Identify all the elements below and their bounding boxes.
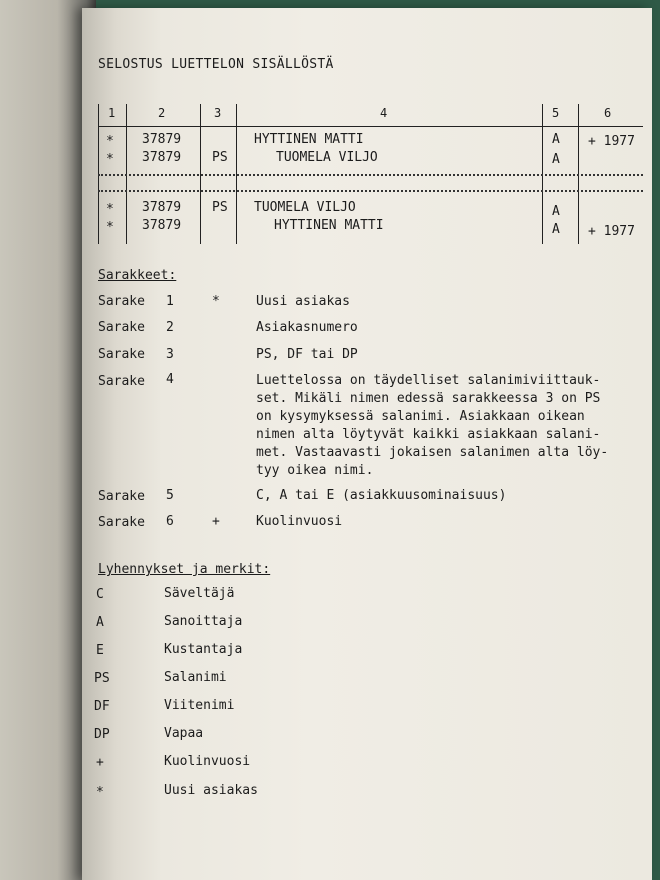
column-symbol: + [212, 514, 220, 529]
abbreviation-meaning: Viitenimi [164, 698, 235, 713]
column-label: Sarake [98, 294, 145, 309]
table-cell-new-marker: * [106, 134, 114, 149]
abbreviation-code: C [96, 587, 104, 602]
abbreviation-meaning: Salanimi [164, 670, 227, 685]
column-label: Sarake [98, 320, 145, 335]
table-cell-new-marker: * [106, 202, 114, 217]
column-number: 1 [166, 294, 174, 309]
table-dotted-rule [98, 190, 643, 192]
table-header: 4 [380, 106, 388, 120]
column-description-line: Luettelossa on täydelliset salanimiviittauk- [256, 373, 601, 388]
column-number: 2 [166, 320, 174, 335]
abbreviation-code: DP [94, 727, 110, 742]
abbreviations-section-title: Lyhennykset ja merkit: [98, 562, 271, 577]
table-cell-name: TUOMELA VILJO [254, 200, 356, 215]
abbreviation-meaning: Vapaa [164, 726, 204, 741]
table-cell-type: PS [212, 200, 228, 215]
table-cell-role: A [552, 132, 560, 147]
page-heading: SELOSTUS LUETTELON SISÄLLÖSTÄ [98, 57, 334, 72]
table-cell-death-year: + 1977 [588, 134, 635, 149]
table-cell-customer-number: 37879 [142, 132, 182, 147]
abbreviation-meaning: Säveltäjä [164, 586, 235, 601]
abbreviation-code: A [96, 615, 104, 630]
column-number: 4 [166, 372, 174, 387]
column-label: Sarake [98, 347, 145, 362]
abbreviation-code: E [96, 643, 104, 658]
abbreviation-meaning: Kuolinvuosi [164, 754, 251, 769]
table-cell-customer-number: 37879 [142, 150, 182, 165]
column-label: Sarake [98, 374, 145, 389]
column-description-line: set. Mikäli nimen edessä sarakkeessa 3 on PS [256, 391, 601, 406]
table-header: 1 [108, 106, 116, 120]
columns-section-title: Sarakkeet: [98, 268, 177, 283]
table-cell-death-year: + 1977 [588, 224, 635, 239]
column-description-line: nimen alta löytyvät kaikki asiakkaan salani- [256, 427, 601, 442]
column-description-line: on kysymyksessä salanimi. Asiakkaan oikean [256, 409, 585, 424]
column-symbol: * [212, 294, 220, 309]
table-header: 6 [604, 106, 612, 120]
column-description: Asiakasnumero [256, 320, 358, 335]
table-dotted-rule [98, 174, 643, 176]
table-cell-name: HYTTINEN MATTI [254, 132, 364, 147]
table-cell-new-marker: * [106, 152, 114, 167]
table-cell-customer-number: 37879 [142, 200, 182, 215]
table-cell-name: HYTTINEN MATTI [274, 218, 384, 233]
column-description: Uusi asiakas [256, 294, 350, 309]
column-label: Sarake [98, 489, 145, 504]
table-header-rule [98, 126, 643, 127]
abbreviation-meaning: Uusi asiakas [164, 783, 258, 798]
table-cell-name: TUOMELA VILJO [276, 150, 378, 165]
table-cell-type: PS [212, 150, 228, 165]
catalog-example-table [98, 104, 643, 244]
column-description: Kuolinvuosi [256, 514, 343, 529]
column-description: PS, DF tai DP [256, 347, 358, 362]
column-number: 3 [166, 347, 174, 362]
table-cell-role: A [552, 204, 560, 219]
table-header: 3 [214, 106, 222, 120]
table-cell-new-marker: * [106, 220, 114, 235]
table-cell-role: A [552, 152, 560, 167]
table-header: 2 [158, 106, 166, 120]
abbreviation-meaning: Kustantaja [164, 642, 243, 657]
table-cell-role: A [552, 222, 560, 237]
column-number: 6 [166, 514, 174, 529]
column-description-line: met. Vastaavasti jokaisen salanimen alta löy- [256, 445, 609, 460]
column-label: Sarake [98, 515, 145, 530]
table-cell-customer-number: 37879 [142, 218, 182, 233]
column-number: 5 [166, 488, 174, 503]
column-description-line: tyy oikea nimi. [256, 463, 374, 478]
column-description: C, A tai E (asiakkuusominaisuus) [256, 488, 507, 503]
abbreviation-code: + [96, 755, 104, 770]
abbreviation-code: DF [94, 699, 110, 714]
abbreviation-meaning: Sanoittaja [164, 614, 243, 629]
table-header: 5 [552, 106, 560, 120]
abbreviation-code: * [96, 785, 104, 800]
abbreviation-code: PS [94, 671, 110, 686]
